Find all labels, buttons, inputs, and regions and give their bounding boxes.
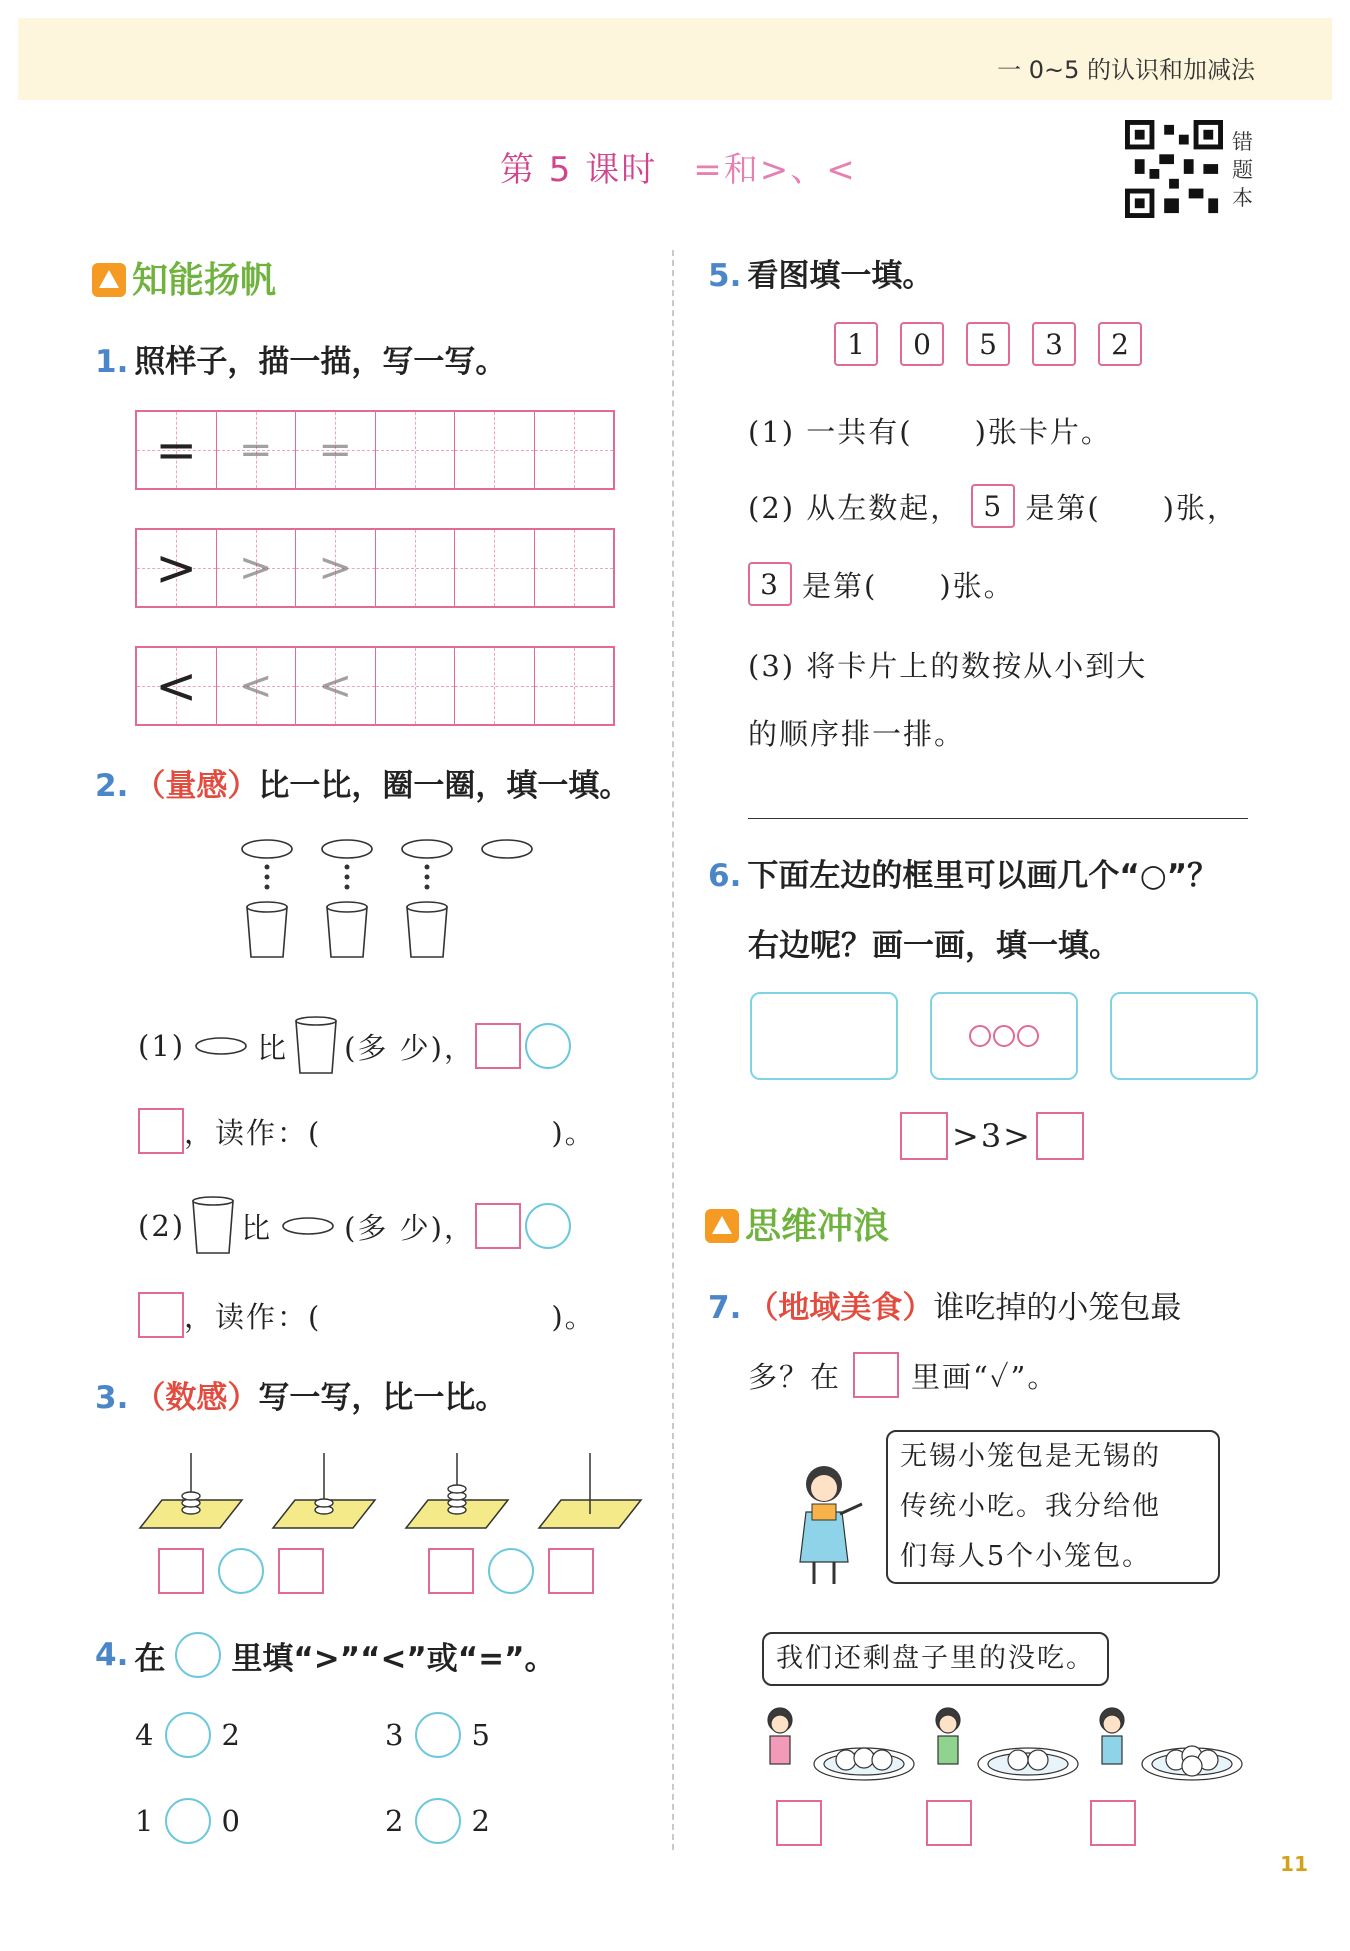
answer-box[interactable] — [475, 1023, 521, 1069]
answer-box-child-3[interactable] — [1090, 1800, 1136, 1846]
answer-box[interactable] — [138, 1292, 184, 1338]
draw-frame-right[interactable] — [1110, 992, 1258, 1080]
number-card: 0 — [900, 322, 944, 366]
answer-box[interactable] — [475, 1203, 521, 1249]
q4-item-1: 4 2 — [135, 1712, 242, 1758]
q4-item-4: 2 2 — [385, 1798, 492, 1844]
speech-bubble-teacher: 无锡小笼包是无锡的 传统小吃。我分给他 们每人5个小笼包。 — [886, 1430, 1220, 1584]
answer-box[interactable] — [1036, 1112, 1084, 1160]
draw-frame-left[interactable] — [750, 992, 898, 1080]
question-2-prompt: 2. （量感）比一比，圈一圈，填一填。 — [95, 768, 631, 804]
q6-compare-line: >3> — [900, 1112, 1084, 1160]
section-heading-2: 思维冲浪 — [705, 1198, 889, 1249]
tick-box-sample — [853, 1352, 899, 1398]
question-6-prompt-line2: 右边呢？画一画，填一填。 — [748, 928, 1120, 964]
answer-circle[interactable] — [488, 1548, 534, 1594]
qr-code-icon[interactable] — [1125, 120, 1223, 218]
unit-title: 一 0~5 的认识和加减法 — [997, 56, 1255, 84]
writing-grid-less[interactable]: < < < — [135, 646, 615, 726]
question-4-prompt: 4. 在 里填“>”“<”或“=”。 — [95, 1632, 556, 1678]
lids-and-cups-illustration — [235, 835, 545, 965]
answer-circle[interactable] — [525, 1203, 571, 1249]
answer-line[interactable] — [748, 818, 1248, 819]
q5-part3-line1: (3) 将卡片上的数按从小到大 — [748, 649, 1148, 683]
sail-icon — [92, 263, 126, 297]
number-card: 5 — [971, 484, 1015, 528]
lid-icon — [280, 1213, 336, 1239]
compare-circle[interactable] — [415, 1712, 461, 1758]
q2-part1-line: (1) 比 (多 少)， — [138, 1015, 571, 1077]
compare-circle[interactable] — [415, 1798, 461, 1844]
q3-answer-row-1 — [158, 1548, 324, 1594]
q5-part2-line2: 3 是第( )张。 — [748, 562, 1015, 606]
cup-icon — [294, 1015, 338, 1077]
lesson-number: 第 5 课时 — [500, 150, 658, 190]
kids-with-buns-illustration — [756, 1702, 1256, 1792]
q2-part1-read-line: ，读作：( )。 — [138, 1108, 596, 1154]
page-number: 11 — [1280, 1852, 1308, 1876]
wave-icon — [705, 1209, 739, 1243]
girl-illustration — [784, 1462, 874, 1592]
answer-box-child-2[interactable] — [926, 1800, 972, 1846]
writing-grid-equal[interactable]: = = = — [135, 410, 615, 490]
number-card: 3 — [1032, 322, 1076, 366]
circle-icon — [993, 1025, 1015, 1047]
question-5-prompt: 5. 看图填一填。 — [708, 258, 934, 294]
answer-box[interactable] — [428, 1548, 474, 1594]
answer-box[interactable] — [138, 1108, 184, 1154]
number-card: 5 — [966, 322, 1010, 366]
question-6-prompt-line1: 6. 下面左边的框里可以画几个“○”？ — [708, 858, 1219, 894]
number-card: 1 — [834, 322, 878, 366]
question-7-prompt-line2: 多？在 里画“✓”。 — [748, 1352, 1058, 1398]
q4-item-3: 1 0 — [135, 1798, 242, 1844]
q3-answer-row-2 — [428, 1548, 594, 1594]
column-divider — [672, 250, 674, 1850]
q2-part2-read-line: ，读作：( )。 — [138, 1292, 596, 1338]
sample-frame — [930, 992, 1078, 1080]
q5-part3-line2: 的顺序排一排。 — [748, 717, 966, 751]
number-card: 3 — [748, 562, 792, 606]
q2-part2-line: (2) 比 (多 少)， — [138, 1195, 571, 1257]
question-3-prompt: 3. （数感）写一写，比一比。 — [95, 1380, 507, 1416]
lesson-symbols: =和>、< — [693, 150, 857, 190]
lesson-title — [500, 142, 857, 191]
answer-box[interactable] — [278, 1548, 324, 1594]
qr-label: 错题本 — [1232, 130, 1253, 210]
writing-grid-greater[interactable]: > > > — [135, 528, 615, 608]
answer-box[interactable] — [900, 1112, 948, 1160]
question-1-prompt: 1. 照样子，描一描，写一写。 — [95, 344, 507, 380]
compare-circle[interactable] — [165, 1798, 211, 1844]
number-card: 2 — [1098, 322, 1142, 366]
abacus-counters-illustration — [130, 1448, 650, 1548]
circle-icon — [969, 1025, 991, 1047]
question-7-prompt-line1: 7. （地域美食）谁吃掉的小笼包最 — [708, 1290, 1182, 1326]
answer-circle[interactable] — [525, 1023, 571, 1069]
compare-circle[interactable] — [165, 1712, 211, 1758]
q5-part2-line1: (2) 从左数起， 5 是第( )张， — [748, 484, 1238, 528]
drawing-frames — [750, 992, 1258, 1080]
answer-box-child-1[interactable] — [776, 1800, 822, 1846]
number-cards — [834, 322, 1164, 366]
answer-box[interactable] — [158, 1548, 204, 1594]
circle-icon — [1017, 1025, 1039, 1047]
answer-box[interactable] — [548, 1548, 594, 1594]
answer-circle[interactable] — [218, 1548, 264, 1594]
q4-item-2: 3 5 — [385, 1712, 492, 1758]
section-heading-1: 知能扬帆 — [92, 252, 276, 303]
speech-bubble-kids: 我们还剩盘子里的没吃。 — [762, 1632, 1109, 1686]
cup-icon — [191, 1195, 235, 1257]
circle-sample-icon — [175, 1632, 221, 1678]
lid-icon — [193, 1033, 249, 1059]
q5-part1: (1) 一共有( )张卡片。 — [748, 415, 1112, 449]
